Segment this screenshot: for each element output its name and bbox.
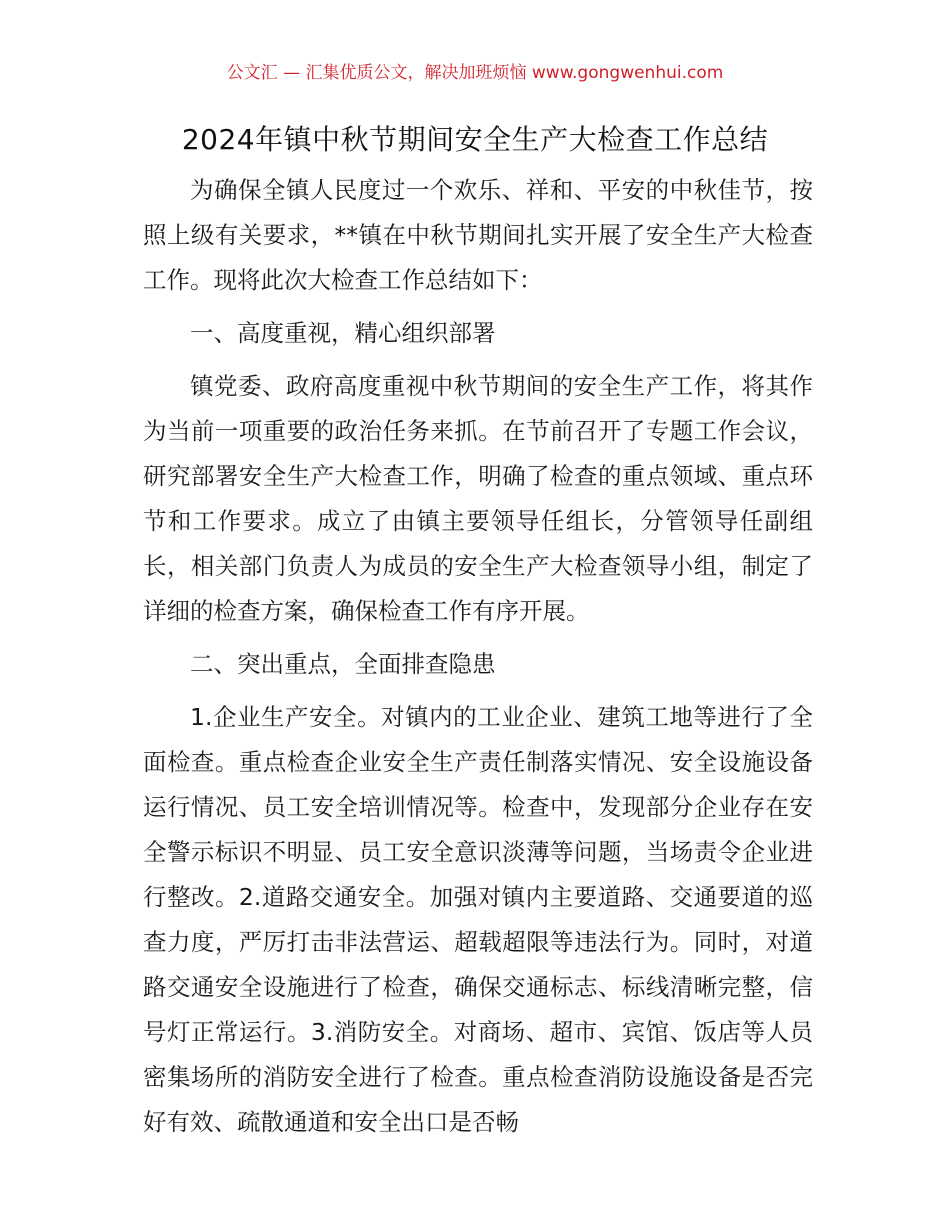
document-title: 2024年镇中秋节期间安全生产大检查工作总结 <box>181 123 769 156</box>
intro-paragraph: 为确保全镇人民度过一个欢乐、祥和、平安的中秋佳节，按照上级有关要求，**镇在中秋节期间扎实开展了安全生产大检查工作。现将此次大检查工作总结如下： <box>143 176 813 294</box>
section-heading-2: 二、突出重点，全面排查隐患 <box>190 650 496 678</box>
watermark-header: 公文汇 — 汇集优质公文，解决加班烦恼 www.gongwenhui.com <box>226 63 724 83</box>
section-body-2: 1.企业生产安全。对镇内的工业企业、建筑工地等进行了全面检查。重点检查企业安全生产责任制落实情况、安全设施设备运行情况、员工安全培训情况等。检查中，发现部分企业存在安全警示标识不明显、员工安全意识淡薄等问题，当场责令企业进行整改。2.道路交通安全。加强对镇内主要道路、交通要道的巡查力度，严厉打击非法营运、超载超限等违法行为。同时，对道路交通安全设施进行了检查，确保交通标志、标线清晰完整，信号灯正常运行。3.消防安全。对商场、超市、宾馆、饭店等人员密集场所的消防安全进行了检查。重点检查消防设施设备是否完好有效、疏散通道和安全出口是否畅 <box>143 703 813 1136</box>
section-body-1: 镇党委、政府高度重视中秋节期间的安全生产工作，将其作为当前一项重要的政治任务来抓。在节前召开了专题工作会议，研究部署安全生产大检查工作，明确了检查的重点领域、重点环节和工作要求。成立了由镇主要领导任组长，分管领导任副组长，相关部门负责人为成员的安全生产大检查领导小组，制定了详细的检查方案，确保检查工作有序开展。 <box>143 372 813 625</box>
section-heading-1: 一、高度重视，精心组织部署 <box>190 319 496 347</box>
document-body <box>143 168 813 1153</box>
